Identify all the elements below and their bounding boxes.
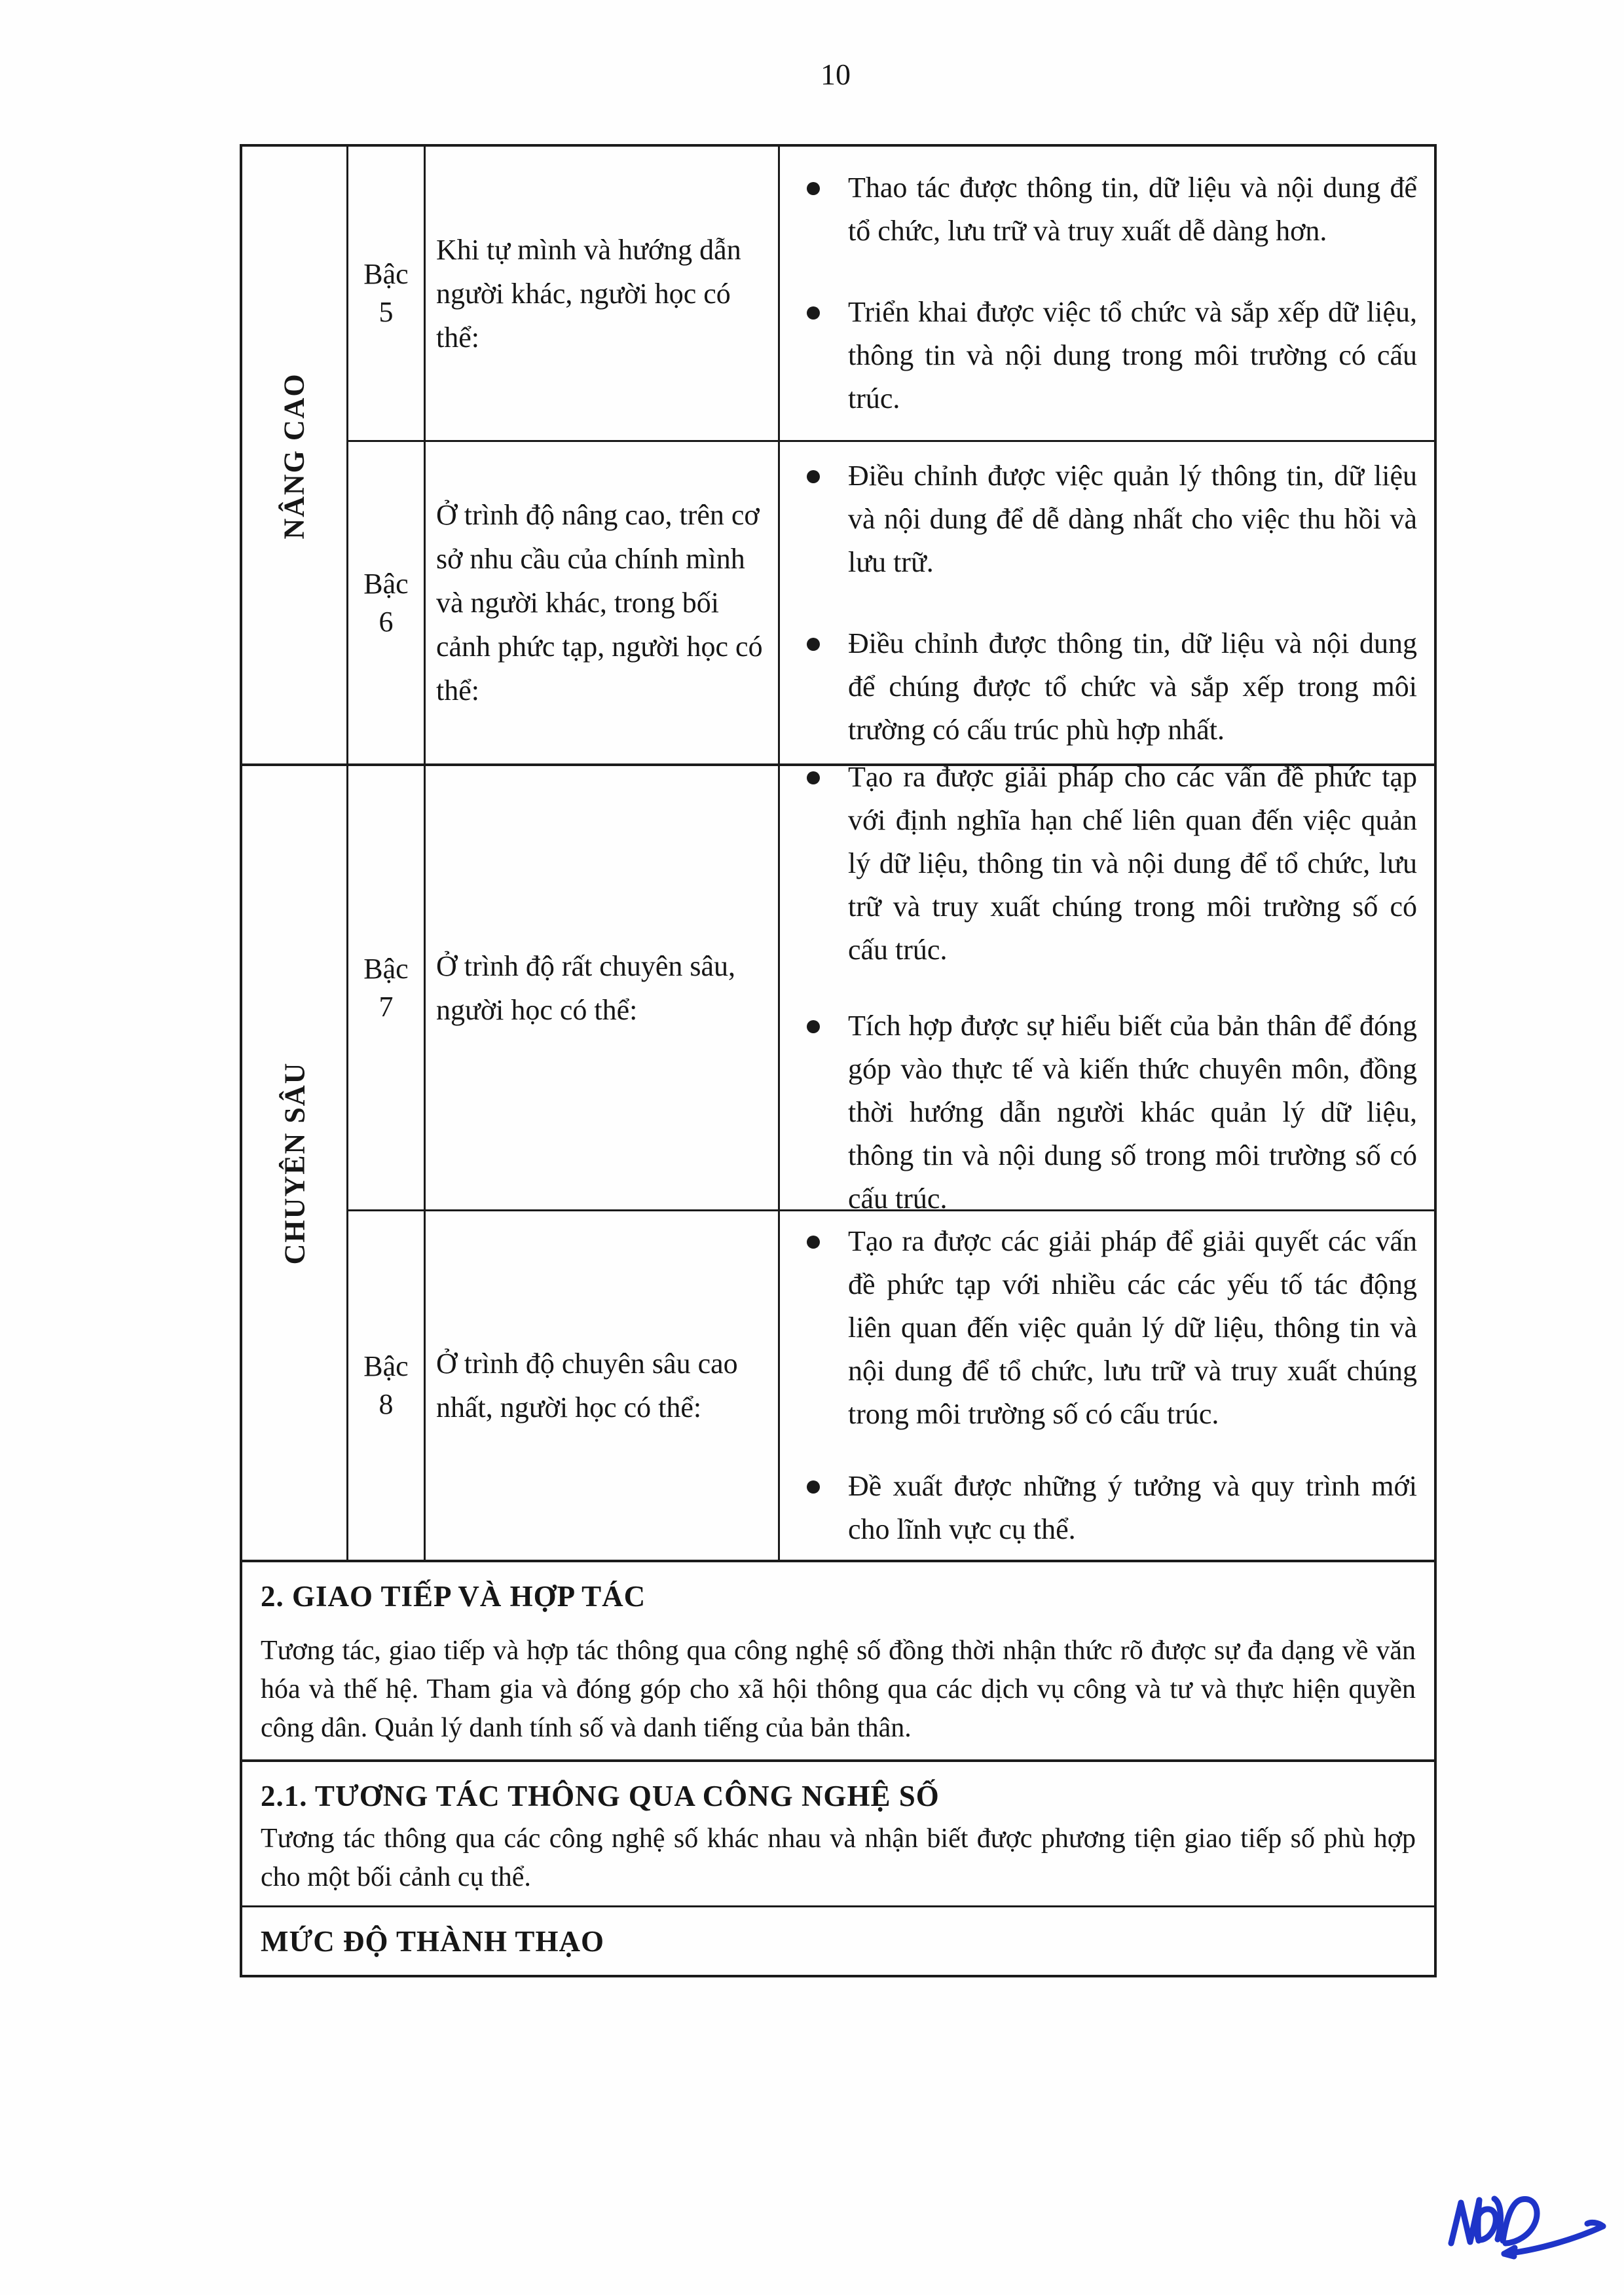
bullet-text: Triển khai được việc tổ chức và sắp xếp dữ liệu, thông tin và nội dung trong môi trường có cấu trúc. <box>848 296 1417 414</box>
bullet-item <box>780 622 1434 752</box>
level-cell-bac-6 <box>348 442 424 763</box>
intro-text: Ở trình độ chuyên sâu cao nhất, người học có thể: <box>436 1348 738 1423</box>
section-2-heading: 2. GIAO TIẾP VÀ HỢP TÁC <box>261 1580 646 1613</box>
intro-cell-bac-5 <box>426 147 778 440</box>
level-number: 8 <box>378 1388 394 1420</box>
bullet-icon <box>807 771 820 784</box>
level-number: 7 <box>378 990 394 1023</box>
bullet-text: Thao tác được thông tin, dữ liệu và nội dung để tổ chức, lưu trữ và truy xuất dễ dàng hơn. <box>848 172 1417 247</box>
intro-cell-bac-8 <box>426 1211 778 1560</box>
bullet-list-bac-5 <box>780 147 1434 440</box>
intro-text: Ở trình độ rất chuyên sâu, người học có thể: <box>436 949 735 1026</box>
level-word: Bậc <box>363 567 409 600</box>
bullet-item <box>780 1465 1434 1551</box>
category-label-chuyen-sau: CHUYÊN SÂU <box>278 1061 311 1264</box>
bullet-text: Điều chỉnh được thông tin, dữ liệu và nội dung để chúng được tổ chức và sắp xếp trong môi trường có cấu trúc phù hợp nhất. <box>848 627 1417 746</box>
bullet-item <box>780 756 1434 972</box>
level-number: 6 <box>378 605 394 638</box>
level-word: Bậc <box>363 258 409 290</box>
category-cell-nang-cao <box>242 147 346 765</box>
bullet-icon <box>807 182 820 195</box>
bullet-icon <box>807 1236 820 1249</box>
bullet-icon <box>807 1480 820 1494</box>
intro-text: Khi tự mình và hướng dẫn người khác, người học có thể: <box>436 233 741 354</box>
section-2-row <box>242 1562 1434 1759</box>
bullet-text: Đề xuất được những ý tưởng và quy trình mới cho lĩnh vực cụ thể. <box>848 1470 1417 1545</box>
bullet-item <box>780 1004 1434 1221</box>
level-number: 5 <box>378 296 394 328</box>
category-cell-chuyen-sau <box>242 766 346 1560</box>
intro-text: Ở trình độ nâng cao, trên cơ sở nhu cầu của chính mình và người khác, trong bối cảnh phức tạp, người học có thể: <box>436 499 763 707</box>
bullet-icon <box>807 1020 820 1033</box>
section-2-body: Tương tác, giao tiếp và hợp tác thông qua công nghệ số đồng thời nhận thức rõ được sự đa dạng về văn hóa và thế hệ. Tham gia và đóng góp cho xã hội thông qua các dịch vụ công và tư và thực hiện quyền công dân. Quản lý danh tính số và danh tiếng của bản thân. <box>261 1636 1416 1743</box>
bullet-list-bac-6 <box>780 442 1434 763</box>
level-word: Bậc <box>363 1350 409 1382</box>
handwritten-signature <box>1441 2182 1617 2267</box>
bullet-icon <box>807 306 820 320</box>
level-cell-bac-8 <box>348 1211 424 1560</box>
section-2-1-heading: 2.1. TƯƠNG TÁC THÔNG QUA CÔNG NGHỆ SỐ <box>261 1780 940 1812</box>
bullet-text: Tạo ra được giải pháp cho các vấn đề phức tạp với định nghĩa hạn chế liên quan đến việc quản lý dữ liệu, thông tin và nội dung để tổ chức, lưu trữ và truy xuất chúng trong môi trường số có cấu trúc. <box>848 760 1417 966</box>
intro-cell-bac-6 <box>426 442 778 763</box>
bullet-list-bac-8 <box>780 1211 1434 1560</box>
bullet-list-bac-7 <box>780 760 1434 1215</box>
level-cell-bac-7 <box>348 766 424 1209</box>
intro-cell-bac-7 <box>426 766 778 1209</box>
section-2-1-row <box>242 1762 1434 1905</box>
bullet-item <box>780 291 1434 420</box>
section-2-1-body: Tương tác thông qua các công nghệ số khác nhau và nhận biết được phương tiện giao tiếp số phù hợp cho một bối cảnh cụ thể. <box>261 1824 1416 1892</box>
category-label-nang-cao: NÂNG CAO <box>278 372 311 540</box>
competency-table <box>240 144 1437 1977</box>
level-cell-bac-5 <box>348 147 424 440</box>
bullet-text: Tạo ra được các giải pháp để giải quyết các vấn đề phức tạp với nhiều các các yếu tố tác động liên quan đến việc quản lý dữ liệu, thông tin và nội dung để tổ chức, lưu trữ và truy xuất chúng trong môi trường số có cấu trúc. <box>848 1225 1417 1430</box>
proficiency-row <box>242 1907 1434 1975</box>
bullet-icon <box>807 470 820 483</box>
bullet-item <box>780 454 1434 584</box>
bullet-text: Tích hợp được sự hiểu biết của bản thân để đóng góp vào thực tế và kiến thức chuyên môn, đồng thời hướng dẫn người khác quản lý dữ liệu, thông tin và nội dung số trong môi trường số có cấu trúc. <box>848 1009 1417 1215</box>
signature-strokes <box>1451 2199 1603 2256</box>
proficiency-heading: MỨC ĐỘ THÀNH THẠO <box>261 1924 604 1958</box>
level-word: Bậc <box>363 952 409 985</box>
bullet-item <box>780 166 1434 253</box>
bullet-text: Điều chỉnh được việc quản lý thông tin, dữ liệu và nội dung để dễ dàng nhất cho việc thu hồi và lưu trữ. <box>848 459 1417 578</box>
bullet-item <box>780 1220 1434 1436</box>
bullet-icon <box>807 638 820 651</box>
page-number: 10 <box>821 58 851 91</box>
